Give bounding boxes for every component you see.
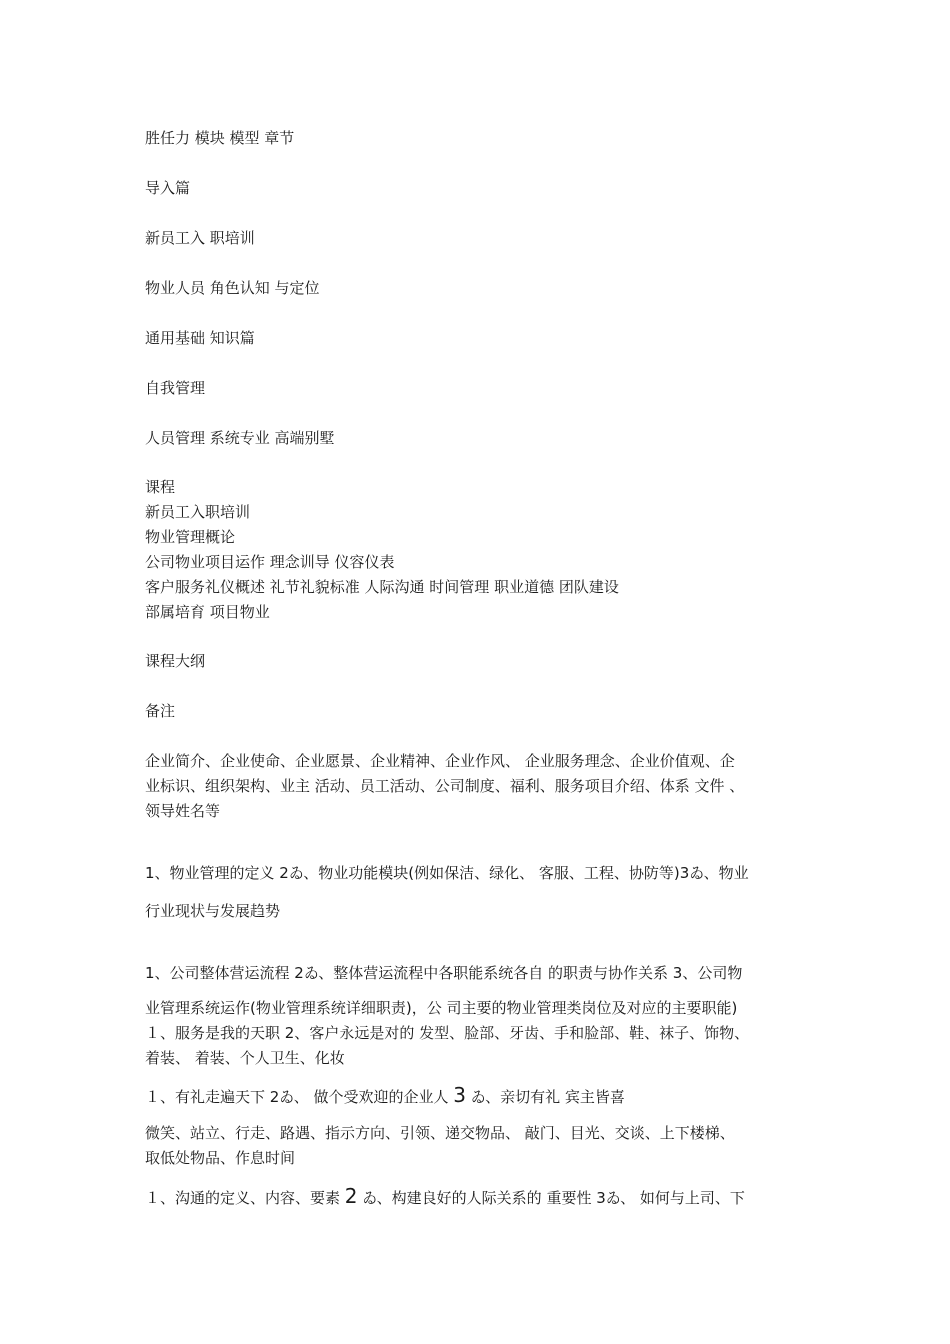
- course-line: 客户服务礼仪概述 礼节礼貌标准 人际沟通 时间管理 职业道德 团队建设: [145, 578, 619, 596]
- course-title: 课程: [145, 478, 176, 496]
- text-line: 业标识、组织架构、业主 活动、员工活动、公司制度、福利、服务项目介绍、体系 文件 、: [145, 777, 745, 795]
- course-line: 部属培育 项目物业: [145, 603, 270, 621]
- text-line: [145, 1184, 745, 1211]
- heading-people: 人员管理 系统专业 高端别墅: [145, 429, 335, 447]
- text-line: １、服务是我的天职 2、客户永远是对的 发型、脸部、牙齿、手和脸部、鞋、袜子、饰物、: [145, 1024, 750, 1042]
- text-line: 1、公司整体营运流程 2ゐ、整体营运流程中各职能系统各自 的职责与协作关系 3、公司物: [145, 964, 743, 982]
- heading-new-staff: 新员工入 职培训: [145, 229, 255, 247]
- text-seg-large: 2: [344, 1184, 358, 1208]
- heading-self: 自我管理: [145, 379, 206, 397]
- heading-competency: 胜任力 模块 模型 章节: [145, 129, 295, 147]
- text-seg: ゐ、亲切有礼 宾主皆喜: [465, 1088, 625, 1106]
- heading-role: 物业人员 角色认知 与定位: [145, 279, 320, 297]
- text-line: 行业现状与发展趋势: [145, 902, 281, 920]
- text-seg: ゐ、构建良好的人际关系的 重要性 3ゐ、 如何与上司、下: [357, 1189, 745, 1207]
- heading-intro: 导入篇: [145, 179, 191, 197]
- text-seg: １、沟通的定义、内容、要素: [145, 1189, 345, 1207]
- text-line: 领导姓名等: [145, 802, 221, 820]
- course-line: 物业管理概论: [145, 528, 236, 546]
- outline-heading: 课程大纲: [145, 652, 206, 670]
- text-line: 微笑、站立、行走、路遇、指示方向、引领、递交物品、 敲门、目光、交谈、上下楼梯、: [145, 1124, 735, 1142]
- text-line: 着装、 着装、个人卫生、化妆: [145, 1049, 345, 1067]
- course-line: 新员工入职培训: [145, 503, 251, 521]
- heading-general: 通用基础 知识篇: [145, 329, 255, 347]
- text-line: [145, 1083, 625, 1110]
- text-seg: １、有礼走遍天下 2ゐ、 做个受欢迎的企业人: [145, 1088, 454, 1106]
- text-seg-large: 3: [453, 1083, 466, 1107]
- text-line: 企业简介、企业使命、企业愿景、企业精神、企业作风、 企业服务理念、企业价值观、企: [145, 752, 735, 770]
- note-heading: 备注: [145, 702, 176, 720]
- text-line: 业管理系统运作(物业管理系统详细职责)，公 司主要的物业管理类岗位及对应的主要职能): [145, 999, 738, 1017]
- text-line: 1、物业管理的定义 2ゐ、物业功能模块(例如保洁、绿化、 客服、工程、协防等)3ゐ、物业: [145, 864, 749, 882]
- text-line: 取低处物品、作息时间: [145, 1149, 296, 1167]
- course-line: 公司物业项目运作 理念训导 仪容仪表: [145, 553, 395, 571]
